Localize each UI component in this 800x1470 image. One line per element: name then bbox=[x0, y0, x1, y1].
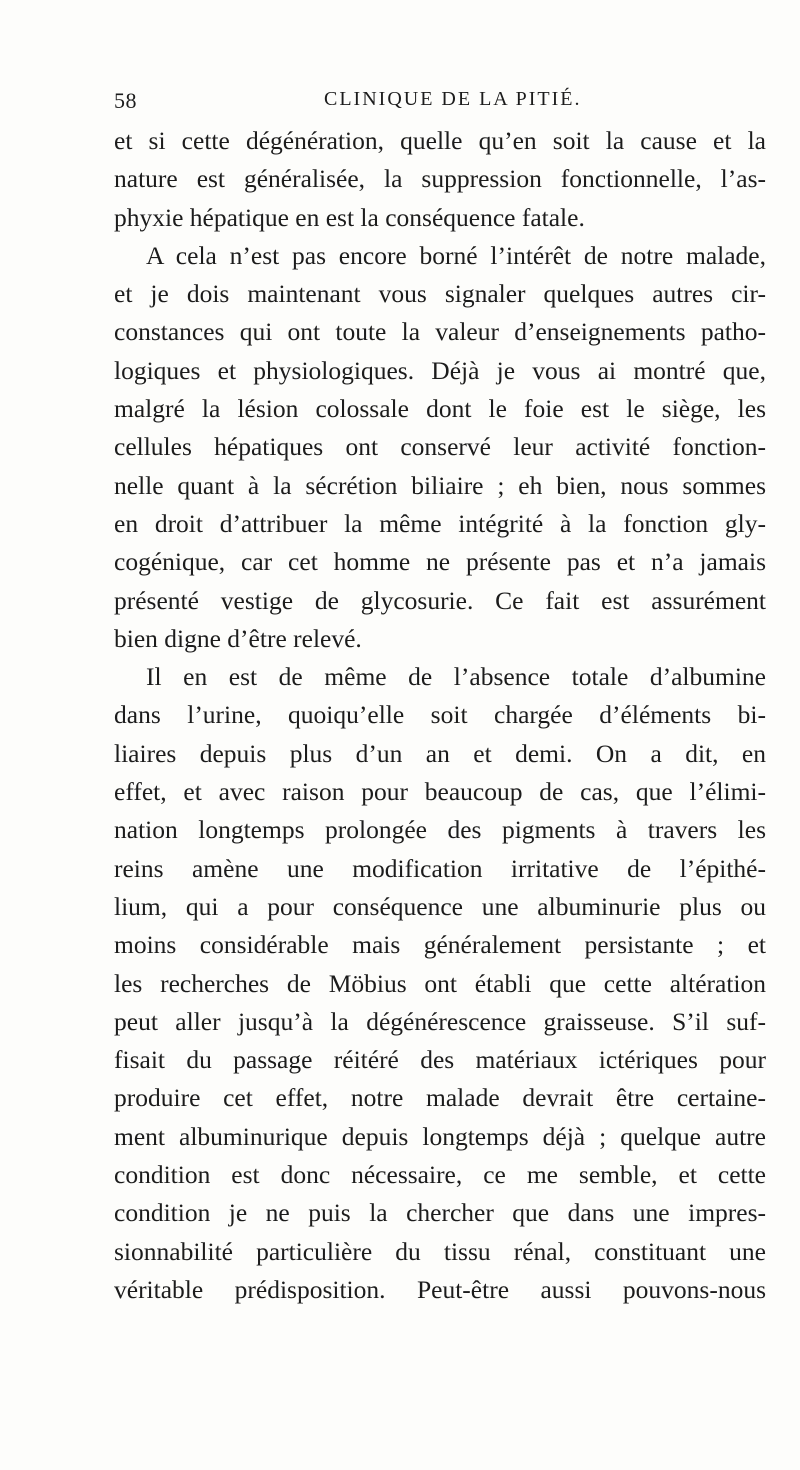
body-text bbox=[114, 122, 766, 1309]
text-line: bien digne d’être relevé. bbox=[114, 623, 362, 653]
text-line: peut aller jusqu’à la dégénérescence graisseuse. S’il suf- bbox=[114, 1006, 766, 1036]
page-header bbox=[114, 88, 756, 118]
text-line: et je dois maintenant vous signaler quelques autres cir- bbox=[114, 279, 766, 309]
text-line: phyxie hépatique en est la conséquence fatale. bbox=[114, 202, 585, 232]
text-line: sionnabilité particulière du tissu rénal, constituant une bbox=[114, 1236, 766, 1266]
text-line: ment albuminurique depuis longtemps déjà ; quelque autre bbox=[114, 1121, 766, 1151]
text-line: et si cette dégénération, quelle qu’en soit la cause et la bbox=[114, 126, 766, 155]
text-line: en droit d’attribuer la même intégrité à la fonction gly- bbox=[114, 508, 766, 538]
text-line: nation longtemps prolongée des pigments à travers les bbox=[114, 815, 766, 845]
text-line: dans l’urine, quoiqu’elle soit chargée d’éléments bi- bbox=[114, 700, 766, 730]
text-line: liaires depuis plus d’un an et demi. On a dit, en bbox=[114, 738, 766, 768]
paragraph-start-line: A cela n’est pas encore borné l’intérêt de notre malade, bbox=[146, 240, 766, 270]
text-line: effet, et avec raison pour beaucoup de cas, que l’élimi- bbox=[114, 777, 766, 807]
text-line: nature est généralisée, la suppression fonctionnelle, l’as- bbox=[114, 164, 766, 194]
text-line: les recherches de Möbius ont établi que cette altération bbox=[114, 968, 766, 998]
text-line: produire cet effet, notre malade devrait être certaine- bbox=[114, 1083, 766, 1113]
text-line: lium, qui a pour conséquence une albuminurie plus ou bbox=[114, 891, 766, 921]
paragraph-start-line: Il en est de même de l’absence totale d’albumine bbox=[146, 662, 766, 692]
text-line: cogénique, car cet homme ne présente pas et n’a jamais bbox=[114, 547, 766, 577]
page-number: 58 bbox=[114, 88, 137, 113]
text-line: fisait du passage réitéré des matériaux ictériques pour bbox=[114, 1045, 766, 1075]
text-line: cellules hépatiques ont conservé leur activité fonction- bbox=[114, 432, 766, 462]
text-line: nelle quant à la sécrétion biliaire ; eh bien, nous sommes bbox=[114, 470, 766, 500]
text-line: constances qui ont toute la valeur d’enseignements patho- bbox=[114, 317, 766, 347]
running-head: CLINIQUE DE LA PITIÉ. bbox=[324, 88, 582, 110]
text-line: reins amène une modification irritative de l’épithé- bbox=[114, 853, 766, 883]
text-line: présenté vestige de glycosurie. Ce fait est assurément bbox=[114, 585, 766, 615]
text-line: condition est donc nécessaire, ce me semble, et cette bbox=[114, 1160, 766, 1190]
text-line: véritable prédisposition. Peut-être aussi pouvons-nous bbox=[114, 1274, 766, 1304]
text-line: moins considérable mais généralement persistante ; et bbox=[114, 930, 766, 960]
text-line: logiques et physiologiques. Déjà je vous ai montré que, bbox=[114, 355, 766, 385]
text-line: condition je ne puis la chercher que dans une impres- bbox=[114, 1198, 766, 1228]
text-line: malgré la lésion colossale dont le foie est le siège, les bbox=[114, 394, 766, 424]
